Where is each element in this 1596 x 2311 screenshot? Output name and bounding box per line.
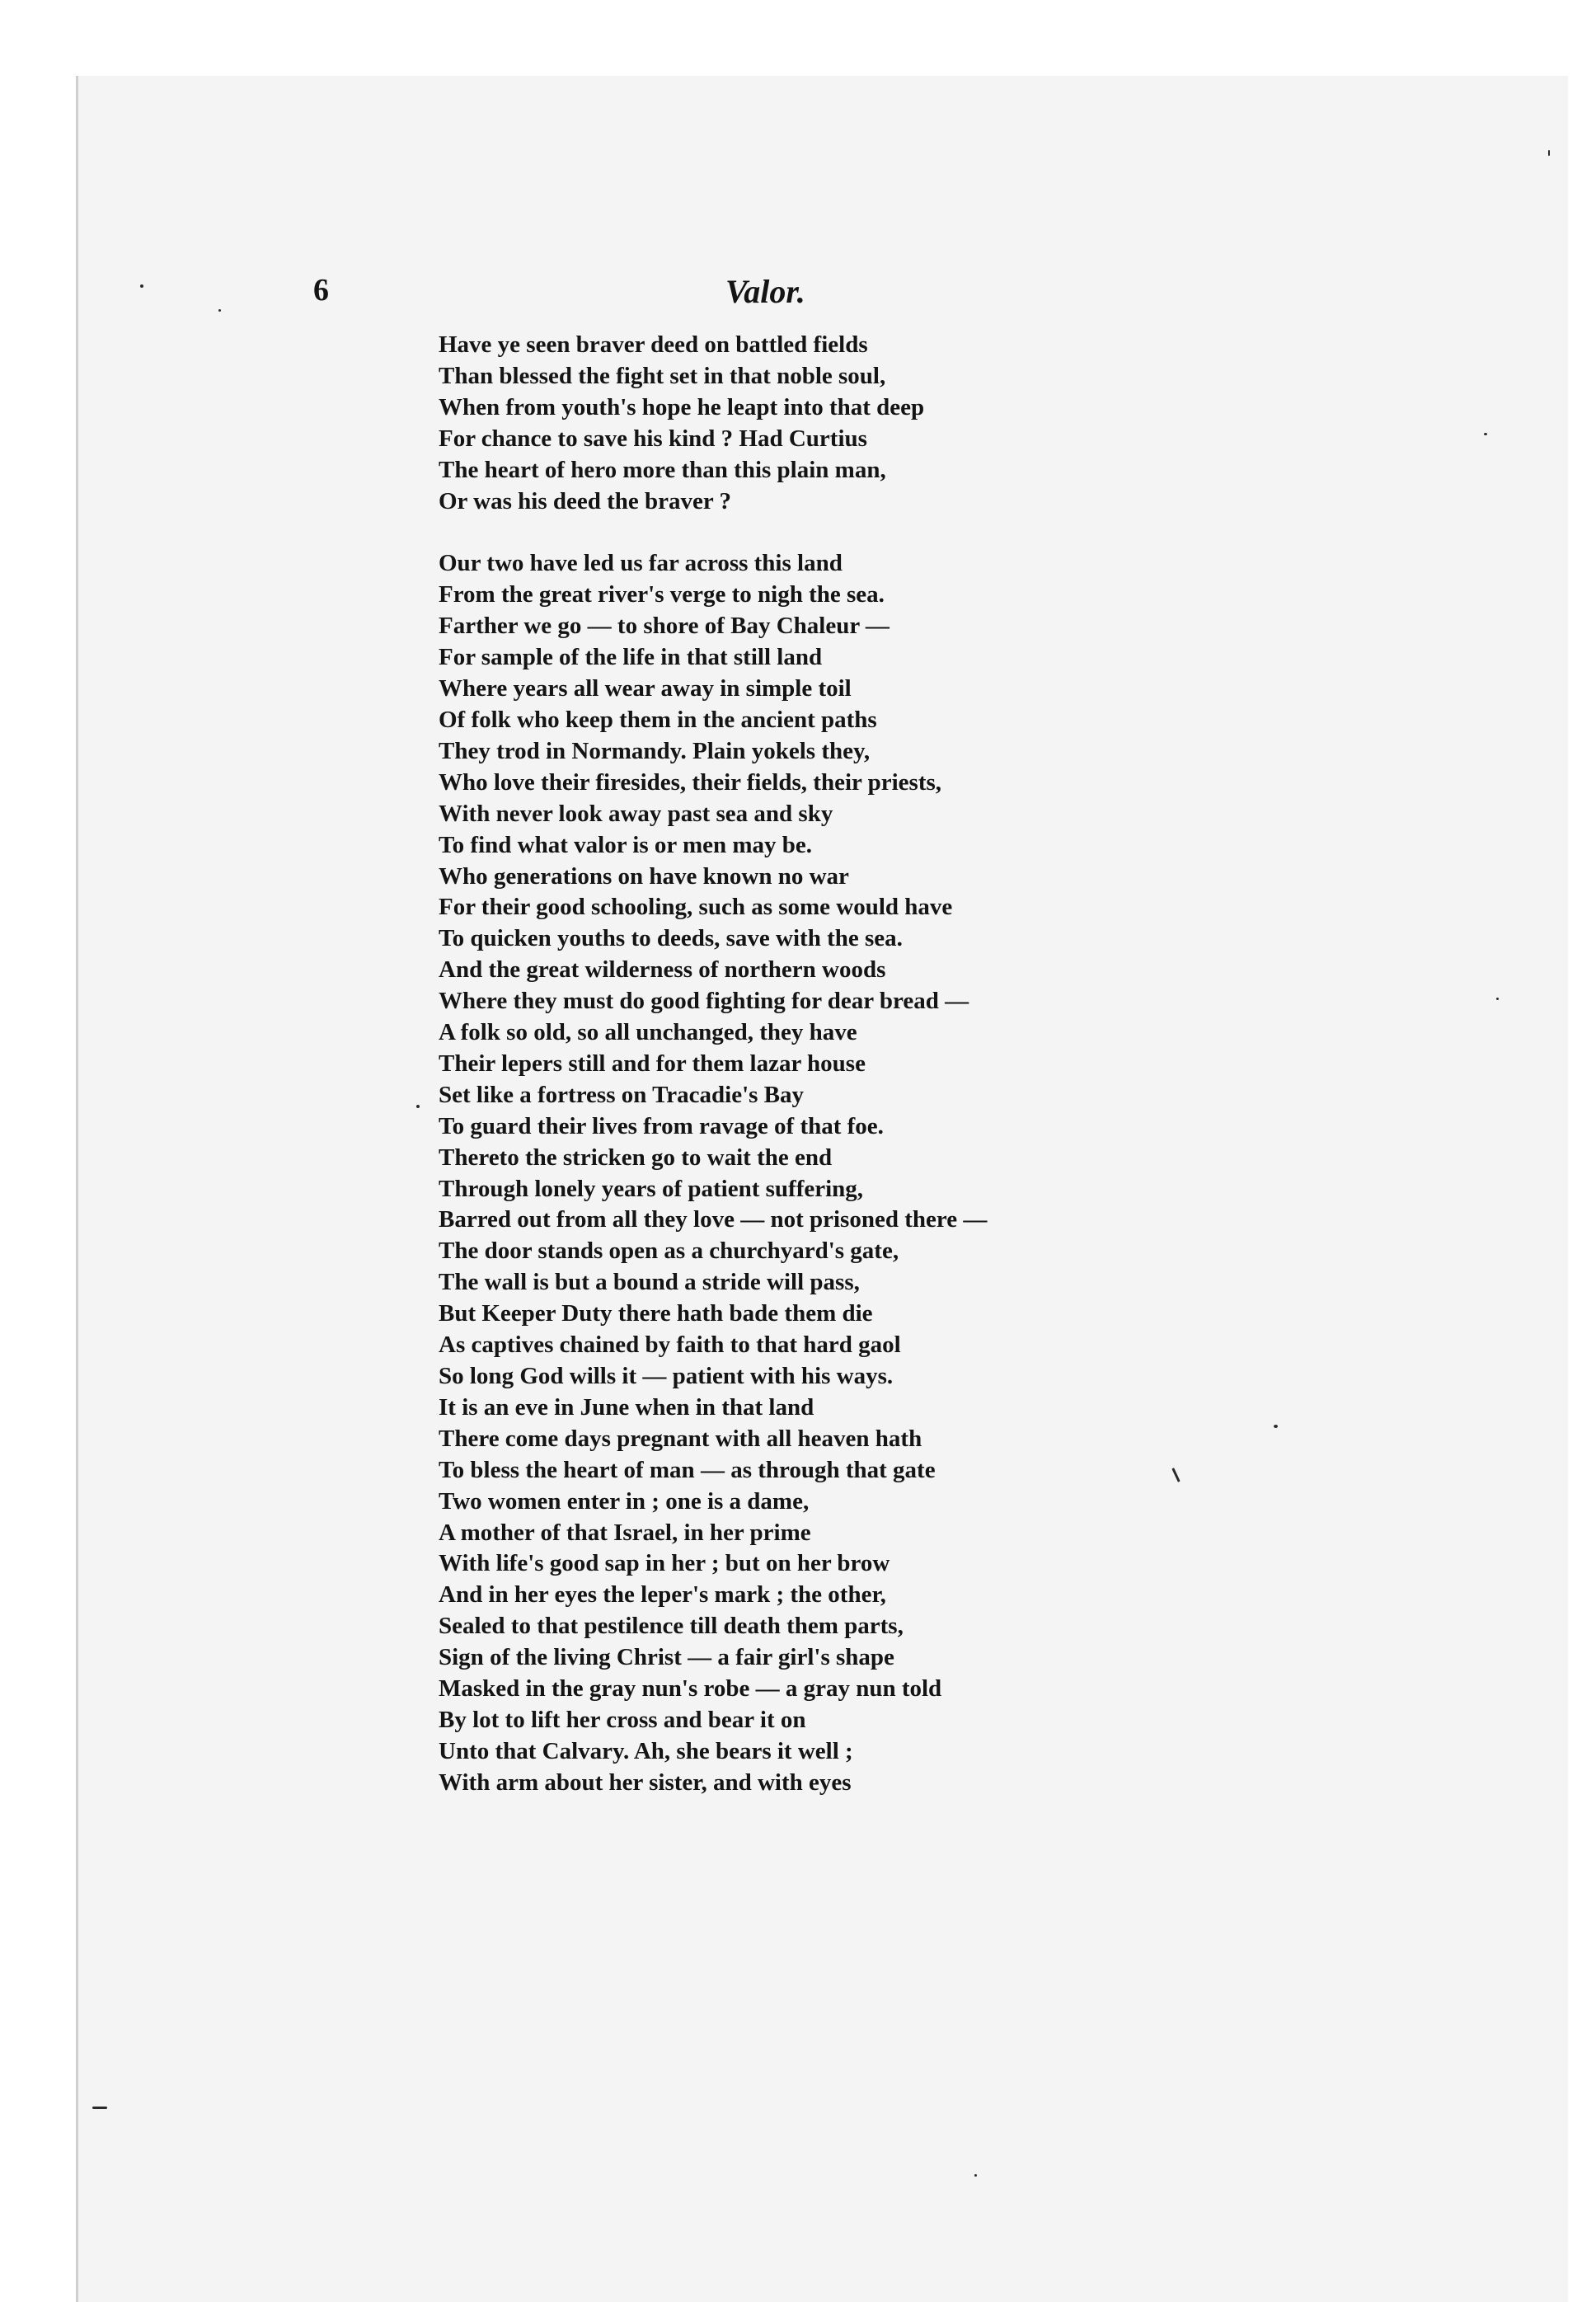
poem-line: Their lepers still and for them lazar house — [439, 1050, 866, 1077]
poem-line: Through lonely years of patient suffering, — [439, 1175, 864, 1202]
poem-stanza — [439, 548, 1263, 1798]
poem-line: Have ye seen braver deed on battled fields — [439, 331, 868, 358]
poem-line: But Keeper Duty there hath bade them die — [439, 1300, 873, 1327]
poem-line: Or was his deed the braver ? — [439, 487, 731, 514]
poem-line: With life's good sap in her ; but on her brow — [439, 1550, 890, 1577]
poem-line: And in her eyes the leper's mark ; the other, — [439, 1581, 886, 1609]
poem-line: A mother of that Israel, in her prime — [439, 1519, 811, 1546]
poem-line: And the great wilderness of northern woods — [439, 956, 886, 984]
poem-stanza — [439, 330, 1263, 517]
poem-line: From the great river's verge to nigh the sea. — [439, 581, 885, 608]
poem-line: For their good schooling, such as some would have — [439, 894, 953, 921]
poem-line: Sign of the living Christ — a fair girl's shape — [439, 1644, 894, 1671]
poem-line: For chance to save his kind ? Had Curtius — [439, 425, 867, 452]
poem-line: Set like a fortress on Tracadie's Bay — [439, 1081, 805, 1108]
poem-line: Who love their firesides, their fields, their priests, — [439, 768, 942, 796]
poem-line: With never look away past sea and sky — [439, 800, 833, 827]
poem-line: Who generations on have known no war — [439, 862, 849, 890]
page-number: 6 — [313, 273, 329, 308]
poem-line: There come days pregnant with all heaven hath — [439, 1425, 922, 1452]
scan-margin — [0, 0, 76, 2311]
poem-line: Where they must do good fighting for dear bread — — [439, 988, 969, 1015]
scan-speck — [1484, 433, 1487, 435]
poem-line: Where years all wear away in simple toil — [439, 675, 852, 702]
poem-line: Our two have led us far across this land — [439, 550, 843, 577]
poem-line: To find what valor is or men may be. — [439, 831, 813, 858]
poem-line: Sealed to that pestilence till death them parts, — [439, 1613, 904, 1640]
running-title: Valor. — [725, 273, 805, 310]
poem-line: By lot to lift her cross and bear it on — [439, 1706, 806, 1733]
poem-line: It is an eve in June when in that land — [439, 1393, 814, 1421]
poem-line: Masked in the gray nun's robe — a gray nun told — [439, 1675, 942, 1703]
page-header — [313, 272, 1385, 330]
scan-speck — [92, 2107, 107, 2109]
poem-line: The wall is but a bound a stride will pass, — [439, 1269, 860, 1296]
poem-line: The heart of hero more than this plain man, — [439, 456, 886, 483]
poem-line: They trod in Normandy. Plain yokels they, — [439, 737, 871, 764]
poem-line: To bless the heart of man — as through that gate — [439, 1456, 936, 1483]
poem-line: When from youth's hope he leapt into that deep — [439, 393, 925, 420]
poem-body — [439, 330, 1263, 1799]
poem-line: Farther we go — to shore of Bay Chaleur — — [439, 613, 890, 640]
poem-line: Two women enter in ; one is a dame, — [439, 1487, 810, 1515]
poem-line: A folk so old, so all unchanged, they have — [439, 1019, 857, 1046]
poem-line: The door stands open as a churchyard's gate, — [439, 1238, 899, 1265]
poem-line: With arm about her sister, and with eyes — [439, 1768, 852, 1796]
page-edge — [76, 76, 78, 2302]
scan-speck — [1496, 998, 1499, 1000]
poem-line: To quicken youths to deeds, save with the sea. — [439, 925, 903, 952]
poem-line: For sample of the life in that still land — [439, 644, 823, 671]
poem-line: Of folk who keep them in the ancient paths — [439, 706, 877, 733]
poem-line: To guard their lives from ravage of that foe. — [439, 1112, 884, 1139]
poem-line: Unto that Calvary. Ah, she bears it well ; — [439, 1737, 853, 1764]
poem-line: Barred out from all they love — not prisoned there — — [439, 1206, 988, 1233]
poem-line: So long God wills it — patient with his ways. — [439, 1363, 894, 1389]
scan-speck — [1274, 1425, 1278, 1428]
scan-speck — [218, 309, 221, 312]
scan-speck — [974, 2174, 977, 2177]
scan-speck — [140, 284, 143, 288]
scan-speck — [416, 1105, 420, 1108]
scan-speck — [1548, 150, 1550, 156]
poem-line: Thereto the stricken go to wait the end — [439, 1144, 833, 1171]
poem-line: Than blessed the fight set in that noble soul, — [439, 362, 886, 389]
poem-line: As captives chained by faith to that hard gaol — [439, 1332, 901, 1359]
